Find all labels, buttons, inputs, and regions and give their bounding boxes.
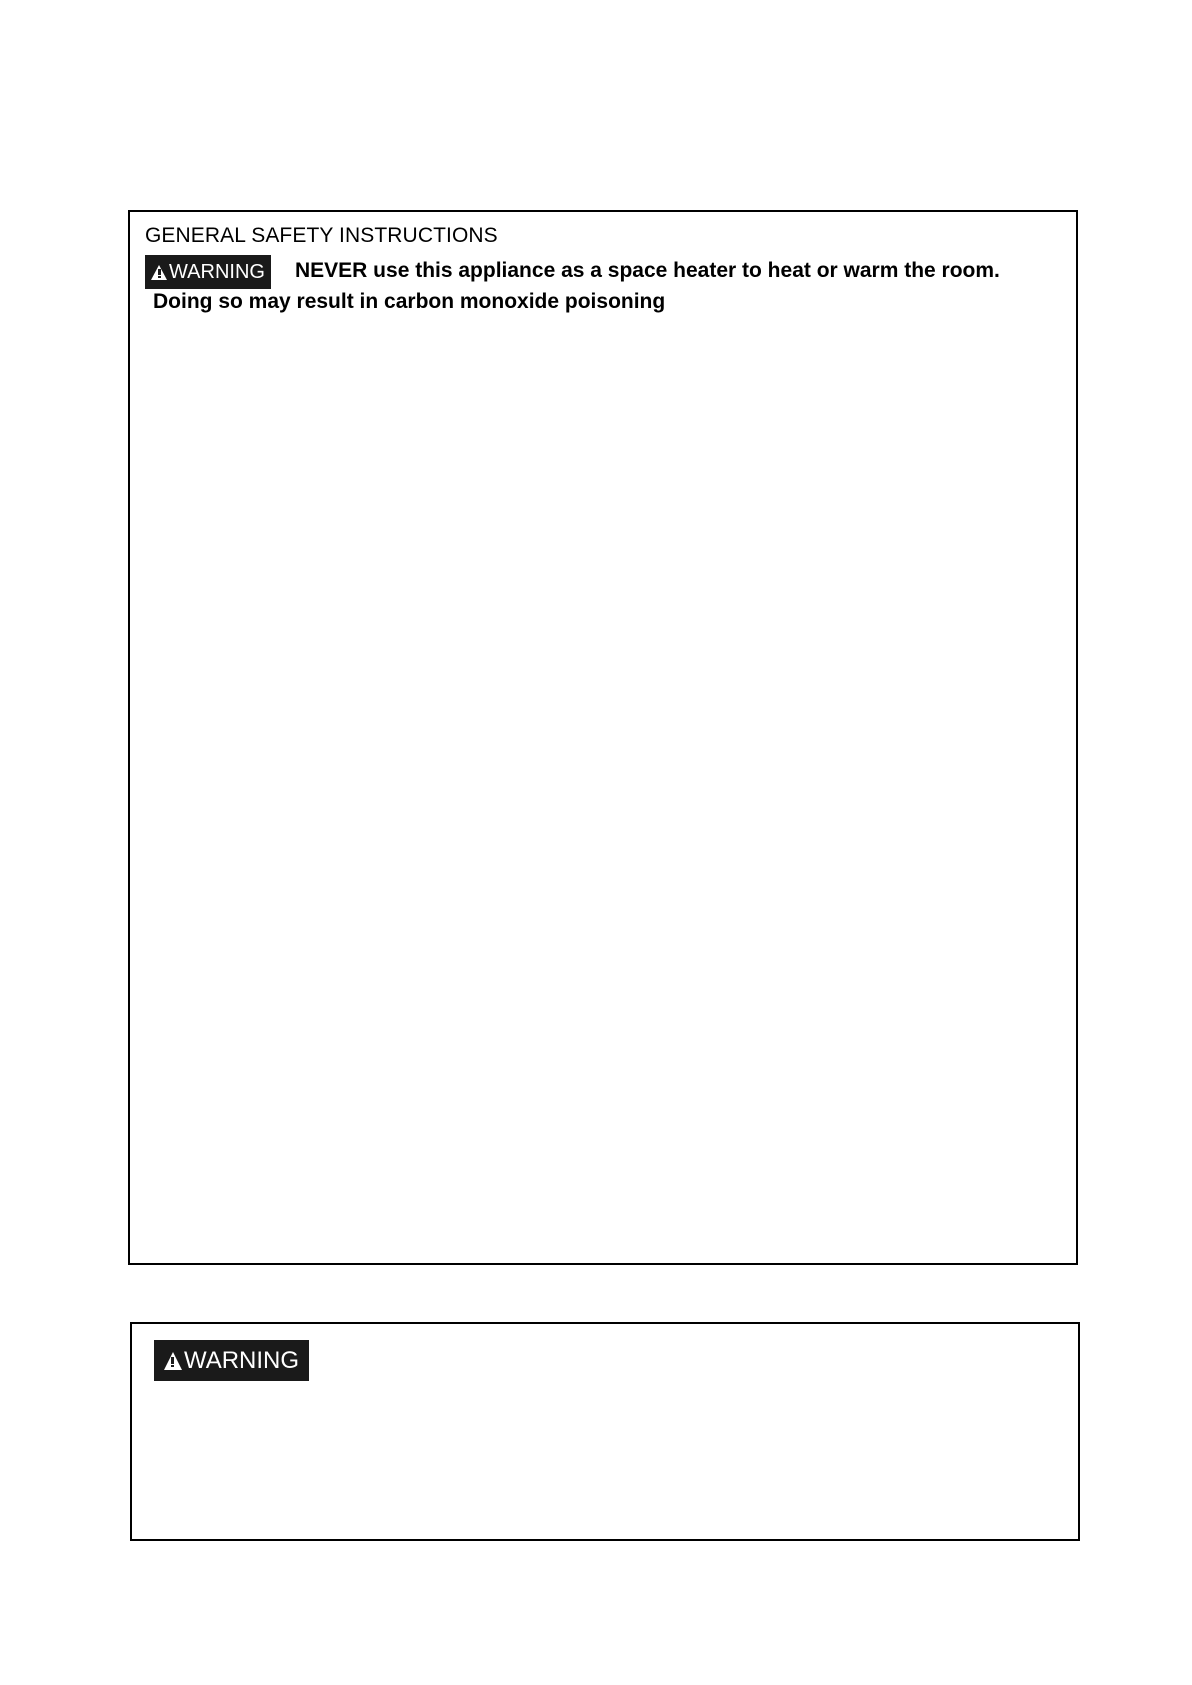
warning-badge <box>154 1340 309 1381</box>
warning-badge-label: WARNING <box>169 260 265 283</box>
warning-badge-label: WARNING <box>183 1346 300 1374</box>
warning-badge <box>145 255 271 289</box>
warning-text-line-1: NEVER use this appliance as a space heater to heat or warm the room. <box>295 259 1000 282</box>
section-heading: GENERAL SAFETY INSTRUCTIONS <box>145 224 498 247</box>
warning-text-line-2: Doing so may result in carbon monoxide poisoning <box>153 290 666 313</box>
general-safety-box <box>128 210 1078 1265</box>
warning-triangle-icon <box>164 1352 182 1370</box>
warning-box <box>130 1322 1080 1541</box>
warning-triangle-icon <box>151 265 167 280</box>
